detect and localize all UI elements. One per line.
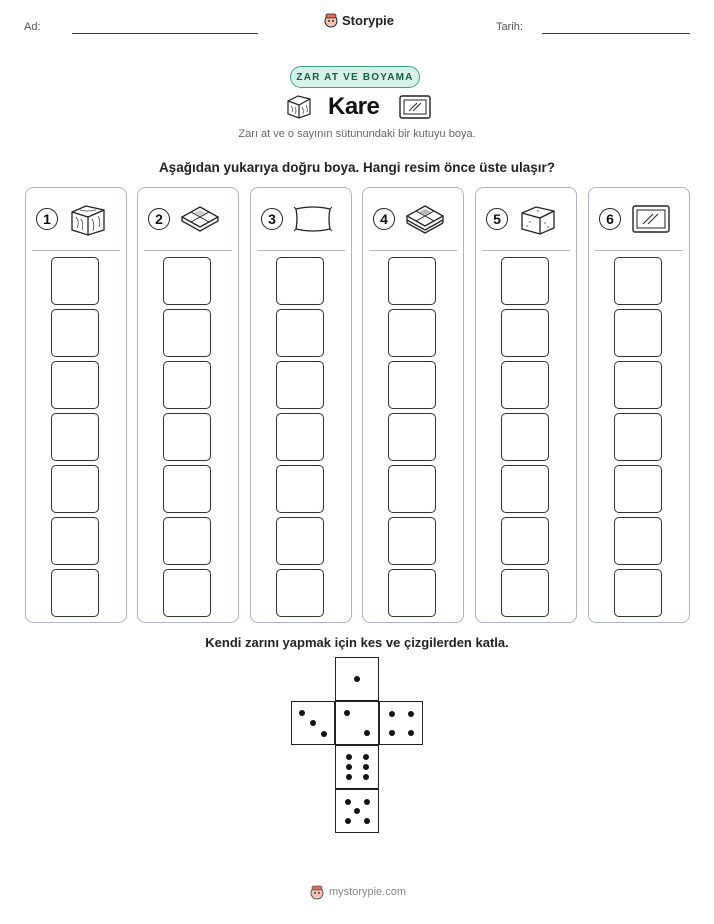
column-number: 5: [486, 208, 508, 230]
column-2: [137, 187, 239, 623]
die-face-6: [335, 745, 379, 789]
cut-instruction: Kendi zarını yapmak için kes ve çizgilerden katla.: [205, 635, 509, 650]
color-box[interactable]: [501, 569, 549, 617]
picture-frame-title-icon: [399, 95, 431, 119]
column-header: [259, 202, 345, 238]
column-divider: [144, 250, 232, 251]
color-box[interactable]: [501, 361, 549, 409]
column-divider: [482, 250, 570, 251]
color-box[interactable]: [614, 361, 662, 409]
color-box[interactable]: [276, 309, 324, 357]
pip: [354, 808, 360, 814]
column-number: 6: [599, 208, 621, 230]
page-title: Kare: [328, 93, 380, 120]
color-box[interactable]: [163, 257, 211, 305]
question-text: Aşağıdan yukarıya doğru boya. Hangi resim önce üste ulaşır?: [158, 160, 556, 175]
cushion-squares-icon: [180, 202, 220, 236]
column-number: 2: [148, 208, 170, 230]
date-label: Tarih:: [496, 21, 523, 33]
pip: [345, 818, 351, 824]
column-5: [475, 187, 577, 623]
color-box[interactable]: [51, 413, 99, 461]
pip: [364, 730, 370, 736]
column-header: [484, 202, 570, 238]
pip: [408, 711, 414, 717]
color-box[interactable]: [51, 517, 99, 565]
color-box[interactable]: [276, 413, 324, 461]
color-box[interactable]: [51, 257, 99, 305]
storypie-mascot-icon: [309, 884, 325, 900]
pip: [299, 710, 305, 716]
color-box[interactable]: [163, 413, 211, 461]
pip: [310, 720, 316, 726]
color-box[interactable]: [163, 569, 211, 617]
color-box[interactable]: [51, 361, 99, 409]
brand-name: Storypie: [342, 12, 395, 28]
picture-frame-icon: [631, 202, 671, 236]
column-number: 3: [261, 208, 283, 230]
color-box[interactable]: [388, 569, 436, 617]
column-1: [25, 187, 127, 623]
pip: [345, 799, 351, 805]
column-divider: [369, 250, 457, 251]
brand-logo: [323, 12, 394, 28]
color-box[interactable]: [51, 309, 99, 357]
column-4: [362, 187, 464, 623]
pip: [346, 754, 352, 760]
color-box[interactable]: [163, 517, 211, 565]
color-box[interactable]: [388, 257, 436, 305]
color-box[interactable]: [614, 257, 662, 305]
sugar-cube-icon: [518, 202, 558, 236]
color-box[interactable]: [276, 569, 324, 617]
die-face-1: [335, 657, 379, 701]
color-box[interactable]: [501, 413, 549, 461]
pip: [321, 731, 327, 737]
pip: [363, 774, 369, 780]
color-box[interactable]: [501, 517, 549, 565]
pip: [389, 730, 395, 736]
footer: [309, 884, 406, 900]
pip: [364, 818, 370, 824]
color-box[interactable]: [276, 517, 324, 565]
column-divider: [257, 250, 345, 251]
column-divider: [595, 250, 683, 251]
name-line[interactable]: [72, 33, 258, 34]
pip: [408, 730, 414, 736]
color-box[interactable]: [51, 465, 99, 513]
pip: [389, 711, 395, 717]
color-box[interactable]: [614, 413, 662, 461]
die-face-3: [291, 701, 335, 745]
pip: [346, 774, 352, 780]
color-box[interactable]: [388, 361, 436, 409]
color-box[interactable]: [163, 465, 211, 513]
color-box[interactable]: [163, 309, 211, 357]
die-face-2: [335, 701, 379, 745]
column-number: 4: [373, 208, 395, 230]
color-box[interactable]: [501, 257, 549, 305]
pip: [354, 676, 360, 682]
color-box[interactable]: [614, 309, 662, 357]
column-3: [250, 187, 352, 623]
date-line[interactable]: [542, 33, 690, 34]
pip: [363, 754, 369, 760]
color-box[interactable]: [276, 257, 324, 305]
color-box[interactable]: [614, 517, 662, 565]
column-header: [371, 202, 457, 238]
die-face-4: [379, 701, 423, 745]
pip: [344, 710, 350, 716]
color-box[interactable]: [163, 361, 211, 409]
column-header: [146, 202, 232, 238]
column-divider: [32, 250, 120, 251]
storypie-mascot-icon: [323, 12, 339, 28]
name-label: Ad:: [24, 21, 41, 33]
color-box[interactable]: [388, 413, 436, 461]
column-header: [597, 202, 683, 238]
instructions-subtitle: Zarı at ve o sayının sütunundaki bir kutuyu boya.: [238, 128, 476, 140]
pillow-icon: [293, 202, 333, 236]
die-face-5: [335, 789, 379, 833]
color-box[interactable]: [614, 465, 662, 513]
pip: [346, 764, 352, 770]
color-box[interactable]: [276, 361, 324, 409]
column-number: 1: [36, 208, 58, 230]
color-box[interactable]: [501, 309, 549, 357]
color-box[interactable]: [388, 517, 436, 565]
color-box[interactable]: [501, 465, 549, 513]
footer-url[interactable]: mystorypie.com: [329, 886, 407, 898]
column-6: [588, 187, 690, 623]
color-box[interactable]: [614, 569, 662, 617]
color-box[interactable]: [388, 465, 436, 513]
color-box[interactable]: [388, 309, 436, 357]
activity-badge: ZAR AT VE BOYAMA: [290, 66, 420, 88]
wooden-cube-title-icon: [285, 94, 313, 120]
color-box[interactable]: [51, 569, 99, 617]
pip: [363, 764, 369, 770]
stacked-tiles-icon: [405, 202, 445, 236]
color-box[interactable]: [276, 465, 324, 513]
pip: [364, 799, 370, 805]
wooden-cube-icon: [68, 202, 108, 236]
column-header: [34, 202, 120, 238]
